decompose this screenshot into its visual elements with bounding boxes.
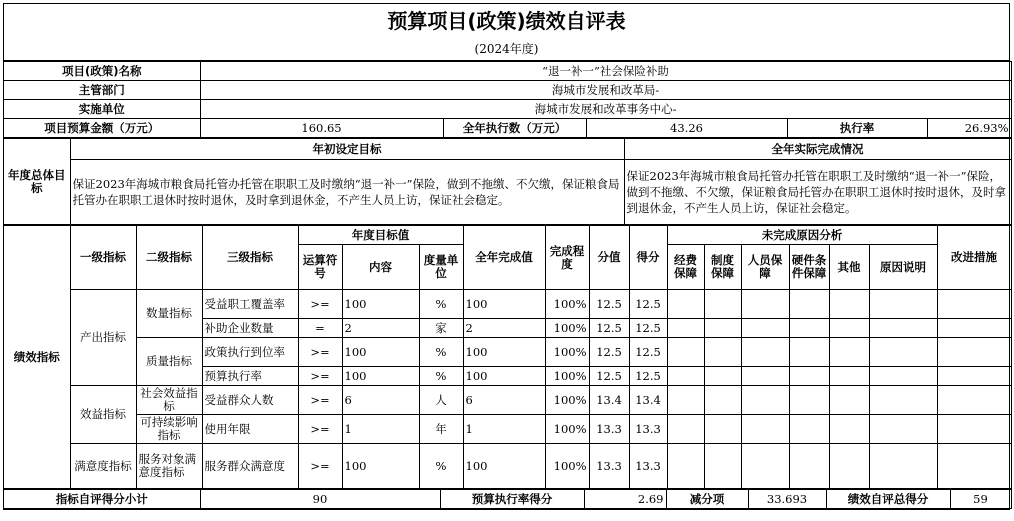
indicator-value: 13.3 xyxy=(589,444,629,489)
indicator-completion: 100% xyxy=(545,386,589,415)
group-quality: 质量指标 xyxy=(136,338,202,386)
indicator-unit: % xyxy=(419,290,463,319)
level2-header: 二级指标 xyxy=(136,226,202,290)
empty-cell xyxy=(869,386,937,415)
improve-header: 改进措施 xyxy=(937,226,1011,290)
empty-cell xyxy=(937,319,1011,338)
empty-cell xyxy=(741,338,789,367)
empty-cell xyxy=(741,319,789,338)
indicator-completion: 100% xyxy=(545,415,589,444)
subtotal-value: 90 xyxy=(200,490,440,509)
empty-cell xyxy=(937,386,1011,415)
indicator-content: 100 xyxy=(342,290,419,319)
table-row xyxy=(4,386,1011,415)
content-header: 内容 xyxy=(342,245,419,290)
budget-row xyxy=(4,119,1011,138)
indicator-value: 12.5 xyxy=(589,290,629,319)
group-sustain: 可持续影响指标 xyxy=(136,415,202,444)
empty-cell xyxy=(789,367,829,386)
indicator-actual: 6 xyxy=(463,386,545,415)
empty-cell xyxy=(667,444,704,489)
empty-cell xyxy=(937,367,1011,386)
empty-cell xyxy=(937,290,1011,319)
goals-header-row xyxy=(4,139,1011,160)
empty-cell xyxy=(869,319,937,338)
empty-cell xyxy=(741,290,789,319)
indicator-value: 12.5 xyxy=(589,338,629,367)
indicator-unit: 年 xyxy=(419,415,463,444)
indicator-name: 政策执行到位率 xyxy=(202,338,298,367)
indicator-completion: 100% xyxy=(545,338,589,367)
indicator-operator: >= xyxy=(298,444,342,489)
table-row xyxy=(4,415,1011,444)
empty-cell xyxy=(789,338,829,367)
completion-header: 完成程度 xyxy=(545,226,589,290)
indicator-content: 100 xyxy=(342,444,419,489)
indicator-name: 受益职工覆盖率 xyxy=(202,290,298,319)
exec-label: 全年执行数（万元） xyxy=(443,119,586,138)
indicator-actual: 1 xyxy=(463,415,545,444)
reason-hardware-header: 硬件条件保障 xyxy=(789,245,829,290)
document-title: 预算项目(政策)绩效自评表 xyxy=(387,9,626,33)
indicator-actual: 2 xyxy=(463,319,545,338)
indicators-section-label: 绩效指标 xyxy=(4,226,70,489)
indicator-score: 13.4 xyxy=(629,386,667,415)
empty-cell xyxy=(667,338,704,367)
table-row xyxy=(4,338,1011,367)
indicator-unit: % xyxy=(419,338,463,367)
empty-cell xyxy=(869,290,937,319)
rate-value: 26.93% xyxy=(927,119,1011,138)
indicator-score: 13.3 xyxy=(629,415,667,444)
total-value: 59 xyxy=(950,490,1011,509)
empty-cell xyxy=(829,319,869,338)
reason-group-header: 未完成原因分析 xyxy=(667,226,937,245)
empty-cell xyxy=(704,319,741,338)
empty-cell xyxy=(704,367,741,386)
group-service: 服务对象满意度指标 xyxy=(136,444,202,489)
reason-other-header: 其他 xyxy=(829,245,869,290)
empty-cell xyxy=(667,415,704,444)
indicator-name: 服务群众满意度 xyxy=(202,444,298,489)
indicator-operator: >= xyxy=(298,367,342,386)
empty-cell xyxy=(869,338,937,367)
target-group-header: 年度目标值 xyxy=(298,226,463,245)
indicator-content: 100 xyxy=(342,367,419,386)
indicator-score: 12.5 xyxy=(629,319,667,338)
indicator-header-row-1 xyxy=(4,226,1011,245)
unit-value: 海城市发展和改革事务中心- xyxy=(200,100,1011,119)
indicator-content: 1 xyxy=(342,415,419,444)
empty-cell xyxy=(789,444,829,489)
unit-label: 实施单位 xyxy=(4,100,200,119)
reason-desc-header: 原因说明 xyxy=(869,245,937,290)
empty-cell xyxy=(937,415,1011,444)
empty-cell xyxy=(704,338,741,367)
indicator-unit: % xyxy=(419,367,463,386)
indicator-name: 受益群众人数 xyxy=(202,386,298,415)
empty-cell xyxy=(829,386,869,415)
deduct-label: 减分项 xyxy=(666,490,748,509)
indicator-content: 100 xyxy=(342,338,419,367)
empty-cell xyxy=(789,319,829,338)
empty-cell xyxy=(869,444,937,489)
indicator-operator: >= xyxy=(298,338,342,367)
goals-content-row xyxy=(4,160,1011,225)
indicator-name: 使用年限 xyxy=(202,415,298,444)
actual-goal-text: 保证2023年海城市粮食局托管办托管在职职工及时缴纳“退一补一”保险，做到不拖缴、不欠缴，保证粮食局托管办在职职工退休时按时退休，及时拿到退休金，不产生人员上访，保证社会稳定。 xyxy=(624,160,1011,225)
indicator-value: 12.5 xyxy=(589,319,629,338)
dept-label: 主管部门 xyxy=(4,81,200,100)
indicators-table xyxy=(4,225,1012,489)
empty-cell xyxy=(667,386,704,415)
reason-staff-header: 人员保障 xyxy=(741,245,789,290)
empty-cell xyxy=(829,415,869,444)
indicator-completion: 100% xyxy=(545,444,589,489)
indicator-content: 2 xyxy=(342,319,419,338)
group-social: 社会效益指标 xyxy=(136,386,202,415)
empty-cell xyxy=(704,290,741,319)
reason-funding-header: 经费保障 xyxy=(667,245,704,290)
empty-cell xyxy=(789,386,829,415)
group-benefit: 效益指标 xyxy=(70,386,136,444)
indicator-unit: % xyxy=(419,444,463,489)
empty-cell xyxy=(667,290,704,319)
rate-label: 执行率 xyxy=(787,119,927,138)
group-quantity: 数量指标 xyxy=(136,290,202,338)
empty-cell xyxy=(789,290,829,319)
empty-cell xyxy=(937,444,1011,489)
table-row xyxy=(4,290,1011,319)
unit-row xyxy=(4,100,1011,119)
indicator-unit: 人 xyxy=(419,386,463,415)
dept-row xyxy=(4,81,1011,100)
table-row xyxy=(4,444,1011,489)
indicator-completion: 100% xyxy=(545,319,589,338)
empty-cell xyxy=(741,386,789,415)
project-name-value: “退一补一”社会保险补助 xyxy=(200,62,1011,81)
indicator-actual: 100 xyxy=(463,338,545,367)
document-year: (2024年度) xyxy=(4,38,1009,61)
level1-header: 一级指标 xyxy=(70,226,136,290)
budget-label: 项目预算金额（万元） xyxy=(4,119,200,138)
exec-value: 43.26 xyxy=(586,119,787,138)
indicator-score: 12.5 xyxy=(629,290,667,319)
empty-cell xyxy=(667,319,704,338)
indicator-unit: 家 xyxy=(419,319,463,338)
empty-cell xyxy=(869,415,937,444)
empty-cell xyxy=(829,338,869,367)
project-name-row xyxy=(4,62,1011,81)
planned-goal-header: 年初设定目标 xyxy=(70,139,624,160)
indicator-name: 预算执行率 xyxy=(202,367,298,386)
totals-row xyxy=(4,490,1011,509)
budget-score-label: 预算执行率得分 xyxy=(440,490,584,509)
actual-header: 全年完成值 xyxy=(463,226,545,290)
empty-cell xyxy=(741,367,789,386)
indicator-actual: 100 xyxy=(463,367,545,386)
indicator-value: 12.5 xyxy=(589,367,629,386)
subtotal-label: 指标自评得分小计 xyxy=(4,490,200,509)
indicator-operator: = xyxy=(298,319,342,338)
empty-cell xyxy=(667,367,704,386)
score-header: 得分 xyxy=(629,226,667,290)
group-output: 产出指标 xyxy=(70,290,136,386)
indicator-actual: 100 xyxy=(463,444,545,489)
empty-cell xyxy=(704,415,741,444)
indicator-operator: >= xyxy=(298,415,342,444)
budget-value: 160.65 xyxy=(200,119,443,138)
indicator-name: 补助企业数量 xyxy=(202,319,298,338)
indicator-operator: >= xyxy=(298,290,342,319)
empty-cell xyxy=(789,415,829,444)
total-label: 绩效自评总得分 xyxy=(826,490,950,509)
project-name-label: 项目(政策)名称 xyxy=(4,62,200,81)
indicator-completion: 100% xyxy=(545,290,589,319)
indicator-value: 13.4 xyxy=(589,386,629,415)
indicator-operator: >= xyxy=(298,386,342,415)
empty-cell xyxy=(741,444,789,489)
group-satisfaction: 满意度指标 xyxy=(70,444,136,489)
indicator-completion: 100% xyxy=(545,367,589,386)
level3-header: 三级指标 xyxy=(202,226,298,290)
budget-score-value: 2.69 xyxy=(584,490,666,509)
indicator-value: 13.3 xyxy=(589,415,629,444)
indicator-score: 12.5 xyxy=(629,367,667,386)
empty-cell xyxy=(829,444,869,489)
operator-header: 运算符号 xyxy=(298,245,342,290)
reason-system-header: 制度保障 xyxy=(704,245,741,290)
empty-cell xyxy=(937,338,1011,367)
goals-table xyxy=(4,138,1012,225)
empty-cell xyxy=(704,444,741,489)
empty-cell xyxy=(869,367,937,386)
indicator-score: 13.3 xyxy=(629,444,667,489)
empty-cell xyxy=(829,367,869,386)
empty-cell xyxy=(741,415,789,444)
empty-cell xyxy=(704,386,741,415)
totals-table xyxy=(4,489,1012,509)
deduct-value: 33.693 xyxy=(748,490,826,509)
planned-goal-text: 保证2023年海城市粮食局托管办托管在职职工及时缴纳“退一补一”保险，做到不拖缴、不欠缴，保证粮食局托管办在职职工退休时按时退休，及时拿到退休金，不产生人员上访，保证社会稳定。 xyxy=(70,160,624,225)
indicator-score: 12.5 xyxy=(629,338,667,367)
project-info-table xyxy=(4,61,1012,138)
actual-goal-header: 全年实际完成情况 xyxy=(624,139,1011,160)
score-value-header: 分值 xyxy=(589,226,629,290)
evaluation-form xyxy=(3,3,1010,510)
dept-value: 海城市发展和改革局- xyxy=(200,81,1011,100)
annual-goal-label: 年度总体目标 xyxy=(4,139,70,225)
unit-header: 度量单位 xyxy=(419,245,463,290)
indicator-content: 6 xyxy=(342,386,419,415)
empty-cell xyxy=(829,290,869,319)
indicator-actual: 100 xyxy=(463,290,545,319)
